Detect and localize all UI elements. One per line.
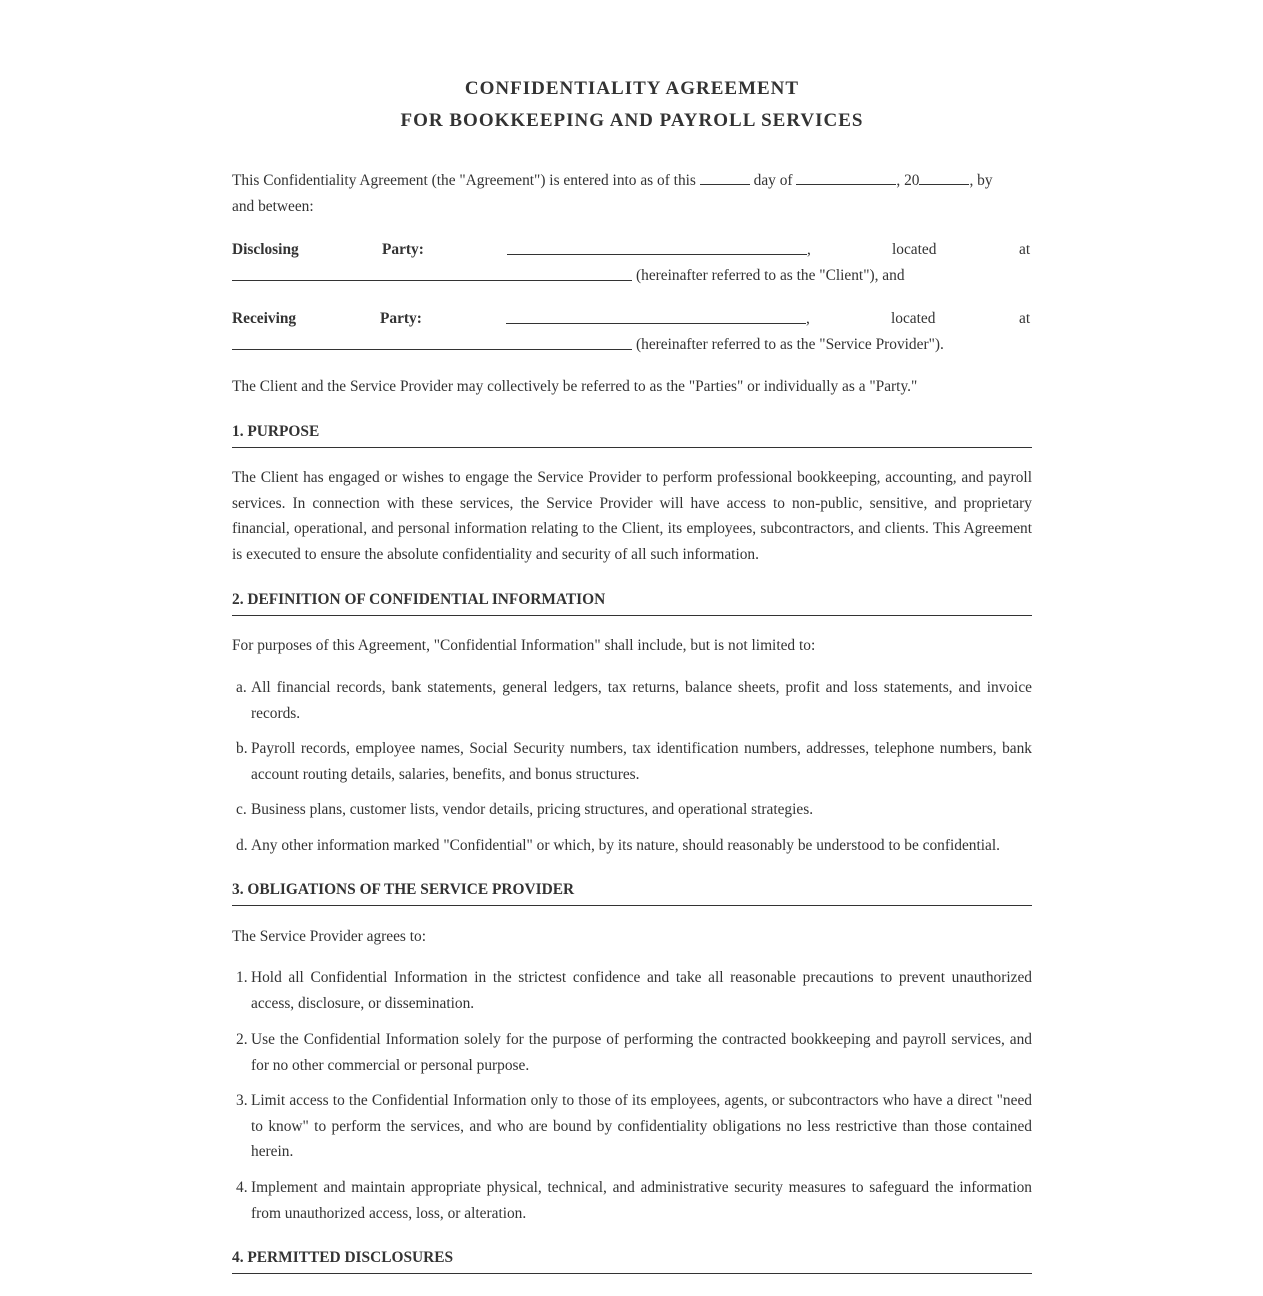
list-item: 4. Implement and maintain appropriate physical, technical, and administrative security measures to safeguard the information from unauthorized access, loss, or alteration. — [236, 1179, 1032, 1222]
disclosing-address-blank[interactable] — [232, 280, 632, 281]
list-item: 2. Use the Confidential Information solely for the purpose of performing the contracted bookkeeping and payroll services, and for no other commercial or personal purpose. — [236, 1031, 1032, 1074]
parties-note: The Client and the Service Provider may collectively be referred to as the "Parties" or individually as a "Party." — [232, 378, 918, 395]
section-1-text: The Client has engaged or wishes to engage the Service Provider to perform professional bookkeeping, accounting, and payroll services. In connection with these services, the Service Provider will have access to non-public, sensitive, and proprietary financial, operational, and personal information relating to the Client, its employees, subcontractors, and clients. This Agreement is executed to ensure the absolute confidentiality and security of all such information. — [232, 469, 1032, 563]
day-blank[interactable] — [700, 170, 750, 185]
section-3-intro: The Service Provider agrees to: — [232, 928, 427, 945]
intro-paragraph: This Confidentiality Agreement (the "Agreement") is entered into as of this day of , 20 , by and between: — [232, 172, 993, 215]
receiving-name-blank[interactable] — [506, 323, 806, 324]
section-2-heading: 2. DEFINITION OF CONFIDENTIAL INFORMATION — [232, 591, 1032, 616]
list-item: 1. Hold all Confidential Information in the strictest confidence and take all reasonable precautions to prevent unauthorized access, disclosure, or dissemination. — [236, 969, 1032, 1012]
receiving-address-row: (hereinafter referred to as the "Service Provider"). — [232, 336, 1032, 362]
document-subtitle: FOR BOOKKEEPING AND PAYROLL SERVICES — [400, 110, 864, 131]
section-4-heading: 4. PERMITTED DISCLOSURES — [232, 1249, 1032, 1274]
list-item: 3. Limit access to the Confidential Information only to those of its employees, agents, or subcontractors who have a direct "need to know" to perform the services, and who are bound by confidentiality obligations no less restrictive than those contained herein. — [236, 1092, 1032, 1160]
document-title: CONFIDENTIALITY AGREEMENT — [464, 78, 800, 99]
list-item: c. Business plans, customer lists, vendor details, pricing structures, and operational strategies. — [236, 801, 814, 818]
section-2-intro: For purposes of this Agreement, "Confidential Information" shall include, but is not limited to: — [232, 637, 816, 654]
year-blank[interactable] — [919, 170, 969, 185]
disclosing-party-row: Disclosing Party: , located at — [232, 241, 1031, 258]
list-item: a. All financial records, bank statements, general ledgers, tax returns, balance sheets, profit and loss statements, and invoice records. — [236, 679, 1032, 722]
list-item: d. Any other information marked "Confidential" or which, by its nature, should reasonably be understood to be confidential. — [236, 837, 1001, 854]
receiving-party-row: Receiving Party: , located at — [232, 310, 1031, 327]
list-item: b. Payroll records, employee names, Social Security numbers, tax identification numbers, addresses, telephone numbers, bank account routing details, salaries, benefits, and bonus structures. — [236, 740, 1032, 783]
receiving-address-blank[interactable] — [232, 349, 632, 350]
month-blank[interactable] — [796, 170, 896, 185]
section-3-heading: 3. OBLIGATIONS OF THE SERVICE PROVIDER — [232, 881, 1032, 906]
disclosing-name-blank[interactable] — [507, 254, 807, 255]
section-1-heading: 1. PURPOSE — [232, 423, 1032, 448]
disclosing-address-row: (hereinafter referred to as the "Client"), and — [232, 267, 1032, 293]
